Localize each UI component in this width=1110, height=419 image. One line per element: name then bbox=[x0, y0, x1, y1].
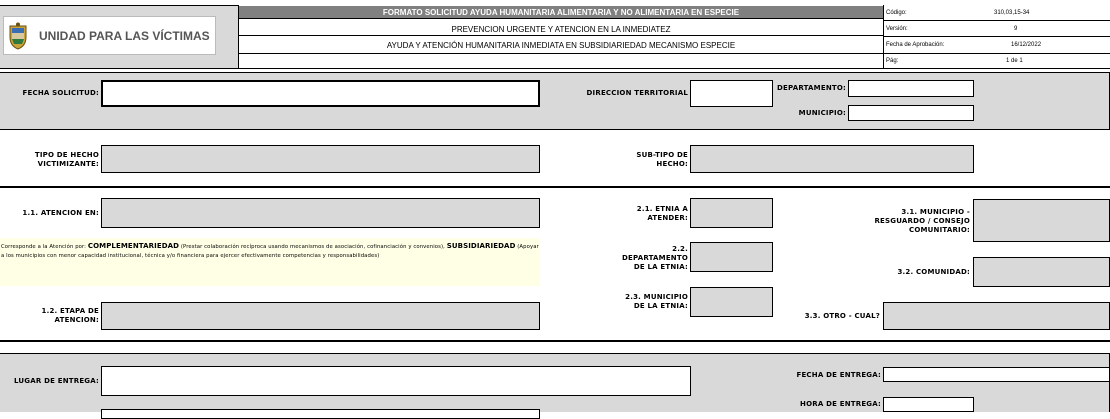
atencion-en-label: 1.1. ATENCION EN: bbox=[22, 209, 99, 217]
hora-entrega-label: HORA DE ENTREGA: bbox=[800, 400, 881, 408]
otro-cual-label: 3.3. OTRO - CUAL? bbox=[804, 312, 880, 320]
municipio-label: MUNICIPIO: bbox=[798, 109, 846, 117]
comunidad-field[interactable] bbox=[973, 257, 1110, 287]
subtipo-hecho-field[interactable] bbox=[690, 145, 974, 173]
tipo-hecho-label: TIPO DE HECHO VICTIMIZANTE: bbox=[34, 151, 99, 168]
fecha-solicitud-label: FECHA SOLICITUD: bbox=[22, 89, 99, 97]
fecha-entrega-field[interactable] bbox=[883, 367, 1110, 382]
otro-cual-field[interactable] bbox=[883, 302, 1110, 330]
lugar-entrega-field[interactable] bbox=[101, 366, 691, 396]
comunidad-label: 3.2. COMUNIDAD: bbox=[897, 268, 970, 276]
municipio-etnia-field[interactable] bbox=[690, 287, 773, 317]
note-mid: (Prestar colaboración recíproca usando mecanismos de asociación, cofinanciación y convenios), bbox=[179, 244, 447, 250]
note-subsidiariedad: SUBSIDIARIEDAD bbox=[446, 242, 516, 250]
note-end: (Apoyar a los municipios con menor capacidad institucional, técnica y/o financiera para ejercer efectivamente competencias y responsabilidades) bbox=[1, 244, 539, 259]
meta-value: 310,03,15-34 bbox=[994, 10, 1030, 16]
meta-value: 16/12/2022 bbox=[1011, 42, 1042, 48]
etnia-atender-field[interactable] bbox=[690, 198, 773, 228]
form-title: FORMATO SOLICITUD AYUDA HUMANITARIA ALIMENTARIA Y NO ALIMENTARIA EN ESPECIE bbox=[239, 6, 883, 19]
direccion-territorial-field[interactable] bbox=[690, 80, 773, 107]
departamento-field[interactable] bbox=[848, 80, 974, 97]
departamento-etnia-label: 2.2. DEPARTAMENTO DE LA ETNIA: bbox=[622, 245, 688, 271]
municipio-resguardo-field[interactable] bbox=[973, 199, 1110, 242]
meta-label: Código: bbox=[886, 10, 907, 16]
header-line-4 bbox=[239, 55, 883, 69]
meta-row bbox=[884, 56, 1110, 69]
etapa-atencion-field[interactable] bbox=[101, 302, 540, 330]
logo-text: UNIDAD PARA LAS VÍCTIMAS bbox=[39, 29, 210, 43]
next-row-field[interactable] bbox=[101, 409, 540, 419]
departamento-etnia-field[interactable] bbox=[690, 242, 773, 272]
etapa-atencion-label: 1.2. ETAPA DE ATENCION: bbox=[41, 307, 99, 324]
hora-entrega-field[interactable] bbox=[883, 397, 974, 412]
fecha-solicitud-field[interactable] bbox=[101, 80, 540, 107]
section-atencion-top-border bbox=[0, 186, 1110, 188]
municipio-etnia-label: 2.3. MUNICIPIO DE LA ETNIA: bbox=[625, 293, 688, 310]
municipio-resguardo-label: 3.1. MUNICIPIO - RESGUARDO / CONSEJO COMUNITARIO: bbox=[874, 208, 970, 234]
meta-label: Pág: bbox=[886, 58, 899, 64]
direccion-territorial-label: DIRECCION TERRITORIAL bbox=[586, 89, 688, 97]
note-prefix: Corresponde a la Atención por: bbox=[1, 244, 88, 250]
coat-of-arms-icon bbox=[7, 22, 29, 50]
meta-value: 1 de 1 bbox=[1006, 58, 1023, 64]
lugar-entrega-label: LUGAR DE ENTREGA: bbox=[14, 377, 99, 385]
meta-row bbox=[884, 40, 1110, 54]
logo-box bbox=[3, 16, 216, 55]
meta-table bbox=[884, 5, 1110, 69]
header-line-3: AYUDA Y ATENCIÓN HUMANITARIA INMEDIATA EN SUBSIDIARIEDAD MECANISMO ESPECIE bbox=[239, 40, 883, 54]
atencion-en-field[interactable] bbox=[101, 198, 540, 228]
meta-value: 9 bbox=[1014, 26, 1018, 32]
meta-row bbox=[884, 24, 1110, 37]
meta-label: Fecha de Aprobación: bbox=[886, 42, 945, 48]
departamento-label: DEPARTAMENTO: bbox=[777, 84, 846, 92]
fecha-entrega-label: FECHA DE ENTREGA: bbox=[796, 371, 881, 379]
etnia-atender-label: 2.1. ETNIA A ATENDER: bbox=[636, 205, 688, 222]
note-complementariedad: COMPLEMENTARIEDAD bbox=[87, 242, 180, 250]
meta-label: Versión: bbox=[886, 26, 908, 32]
attention-note bbox=[0, 238, 540, 286]
meta-row bbox=[884, 8, 1110, 21]
section-atencion-bottom-border bbox=[0, 340, 1110, 342]
municipio-field[interactable] bbox=[848, 105, 974, 121]
subtipo-hecho-label: SUB-TIPO DE HECHO: bbox=[636, 151, 688, 168]
header-line-2: PREVENCION URGENTE Y ATENCION EN LA INMEDIATEZ bbox=[239, 24, 883, 36]
tipo-hecho-field[interactable] bbox=[101, 145, 540, 173]
